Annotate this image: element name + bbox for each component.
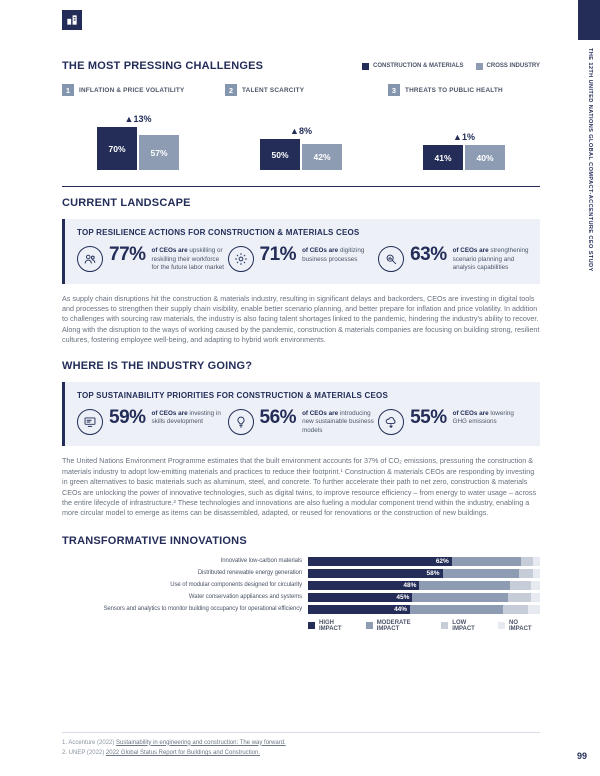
stacked-bar [308,605,540,614]
segment-moderate-impact [412,593,507,602]
footnote-text: 1. Accenture (2022) [62,739,117,746]
stat-text: of CEOs are lowering GHG emissions [452,409,514,426]
landscape-paragraph: As supply chain disruptions hit the construction & materials industry, resulting in significant delays and backorders, CEOs are investing in digital tools and processes to strengthen their supply chain visibility, enable better scenario planning, and better prepare for inflation and price volatility. In addition to challenges with sourcing raw materials, the industry is also facing talent shortages linked to the pandemic, hindering the industry's ability to recover. Along with the disruption to the ways of working caused by the pandemic, construction & materials companies are focusing on building strong, resilient cultures, fostering employee well-being, and adapting to hybrid work environments. [62,293,540,345]
innovation-row [62,605,540,614]
footnotes [62,732,540,758]
section-title-innovations: TRANSFORMATIVE INNOVATIONS [62,534,247,547]
legend-swatch [498,622,505,629]
innovation-row [62,581,540,590]
study-title-vertical: THE 12TH UNITED NATIONS GLOBAL COMPACT-ACCENTURE CEO STUDY [587,48,593,272]
delta-label: ▲1% [453,132,475,142]
legend-label: HIGH IMPACT [319,619,342,632]
resilience-box-title: TOP RESILIENCE ACTIONS FOR CONSTRUCTION & MATERIALS CEOS [77,228,360,237]
bar-value: 50% [271,149,289,160]
segment-moderate-impact [443,569,520,578]
legend-label: LOW IMPACT [452,619,475,632]
legend-swatch-cross-industry [476,63,483,70]
segment-high-impact [308,569,443,578]
cross-industry-bar [302,144,342,170]
delta-label: ▲8% [290,126,312,136]
legend-item [308,620,356,632]
stat-business-models [228,406,379,436]
digitization-gear-icon [228,246,254,272]
section-title-industry-going: WHERE IS THE INDUSTRY GOING? [62,359,253,372]
workforce-icon [77,246,103,272]
challenge-label: TALENT SCARCITY [242,86,305,94]
bar-group [62,100,214,170]
challenge-column [388,84,540,170]
innovation-label: Sensors and analytics to monitor building occupancy for operational efficiency [103,606,302,613]
bar-value: 62% [435,557,449,565]
segment-no-impact [533,569,540,578]
segment-moderate-impact [419,581,509,590]
legend-swatch [366,622,373,629]
bar-value: 40% [476,152,494,163]
impact-legend [308,620,540,632]
bar-value: 45% [396,593,410,601]
legend-item [366,620,432,632]
challenge-column [225,84,377,170]
construction-bar [260,139,300,170]
cross-industry-bar [465,145,505,170]
challenge-label: INFLATION & PRICE VOLATILITY [79,86,185,94]
emissions-cloud-icon [378,409,404,435]
legend-label: CROSS INDUSTRY [486,63,540,69]
bar-group [388,100,540,170]
legend-label: CONSTRUCTION & MATERIALS [372,63,464,69]
stat-upskilling [77,246,228,273]
innovation-label: Distributed renewable energy generation [197,570,302,577]
segment-no-impact [533,557,540,566]
bar-value: 41% [434,152,452,163]
legend-item [498,620,540,632]
footnote-link[interactable]: Sustainability in engineering and construction: The way forward. [116,739,286,746]
innovation-row [62,569,540,578]
bar-value: 48% [403,581,417,589]
scenario-magnifier-icon [378,246,404,272]
legend-swatch [308,622,315,629]
segment-low-impact [510,581,531,590]
segment-high-impact [308,593,412,602]
innovation-label: Use of modular components designed for circularity [170,582,302,589]
bar-value: 57% [150,147,168,158]
sustainability-box-title: TOP SUSTAINABILITY PRIORITIES FOR CONSTRUCTION & MATERIALS CEOS [77,390,388,400]
section-title-current-landscape: CURRENT LANDSCAPE [62,197,191,209]
segment-low-impact [521,557,533,566]
segment-high-impact [308,557,452,566]
segment-moderate-impact [452,557,522,566]
bar-value: 44% [394,605,408,613]
corner-tab [578,0,600,40]
innovation-label: Water conservation appliances and systems [188,594,302,601]
innovations-chart [62,557,540,614]
cross-industry-bar [139,135,179,170]
stat-value: 77% [109,244,146,265]
stat-value: 63% [410,244,447,265]
stat-value: 59% [109,406,146,428]
footnote [62,738,540,748]
stat-text: of CEOs are upskilling or reskilling their workforce for the future labor market [151,247,224,271]
delta-label: ▲13% [124,114,152,124]
legend-swatch [441,622,448,629]
stat-ghg-emissions [378,406,529,436]
challenge-label: THREATS TO PUBLIC HEALTH [405,86,503,94]
footnote-text: 2. UNEP (2022) [62,749,106,756]
segment-no-impact [531,581,540,590]
challenges-chart [62,84,540,170]
stacked-bar [308,569,540,578]
stat-text: of CEOs are strengthening scenario planning and analysis capabilities [452,247,529,271]
stacked-bar [308,581,540,590]
construction-bar [423,145,463,170]
footnote [62,748,540,758]
legend-item [441,620,488,632]
series-legend [362,63,540,70]
segment-high-impact [308,581,419,590]
stat-value: 56% [259,406,297,428]
legend-item-construction [362,63,464,70]
page-number: 99 [576,751,587,761]
segment-high-impact [308,605,410,614]
segment-no-impact [531,593,540,602]
segment-low-impact [503,605,529,614]
stat-value: 55% [410,406,447,428]
legend-item-cross-industry [476,63,540,70]
industry-paragraph: The United Nations Environment Programme estimates that the built environment accounts for 37% of CO₂ emissions, pressuring the construction & materials industry to adopt low-emitting materials and practices to reduce their footprint.¹ Construction & materials CEOs are responding by investing in green alternatives to basic materials such as aluminum, steel, and concrete. To further accelerate their path to net zero, construction & materials CEOs are unlocking the power of innovative technologies, such as digital twins, to improve resource efficiency – from energy to water usage – across the entire lifecycle of infrastructure.² These technologies and innovations are also fueling a modular component trend within the industry, enabling a more circular model to emerge as items can be disassembled, adapted, or reused for renovations or the construction of new buildings. [62,456,537,518]
segment-low-impact [508,593,531,602]
legend-swatch-construction [362,63,369,70]
stat-text: of CEOs are digitizing business processes [302,247,365,263]
resilience-box [62,219,540,284]
stat-digitizing [228,246,379,273]
skills-certificate-icon [77,409,103,435]
bar-value: 58% [426,569,440,577]
segment-low-impact [519,569,533,578]
stat-text: of CEOs are investing in skills development [151,409,221,426]
segment-moderate-impact [410,605,503,614]
stat-value: 71% [259,244,297,265]
segment-no-impact [528,605,540,614]
bar-value: 42% [313,152,331,162]
legend-label: NO IMPACT [509,619,532,632]
sustainability-box [62,382,540,447]
section-title-challenges: THE MOST PRESSING CHALLENGES [62,60,264,72]
stat-text: of CEOs are introducing new sustainable business models [302,409,374,434]
rank-badge: 2 [225,84,237,96]
stat-scenario-planning [378,246,529,273]
challenge-column [62,84,214,170]
construction-bar [97,127,137,170]
bar-value: 70% [108,143,126,154]
footnote-link[interactable]: 2022 Global Status Report for Buildings and Construction. [105,749,261,756]
building-icon [65,13,79,27]
rank-badge: 1 [62,84,74,96]
lightbulb-icon [228,409,254,435]
legend-label: MODERATE IMPACT [376,619,411,632]
rank-badge: 3 [388,84,400,96]
construction-industry-icon [62,10,82,30]
innovation-row [62,593,540,602]
stacked-bar [308,557,540,566]
innovation-label: Innovative low-carbon materials [220,558,302,565]
bar-group [225,100,377,170]
stat-skills [77,406,228,436]
stacked-bar [308,593,540,602]
innovation-row [62,557,540,566]
